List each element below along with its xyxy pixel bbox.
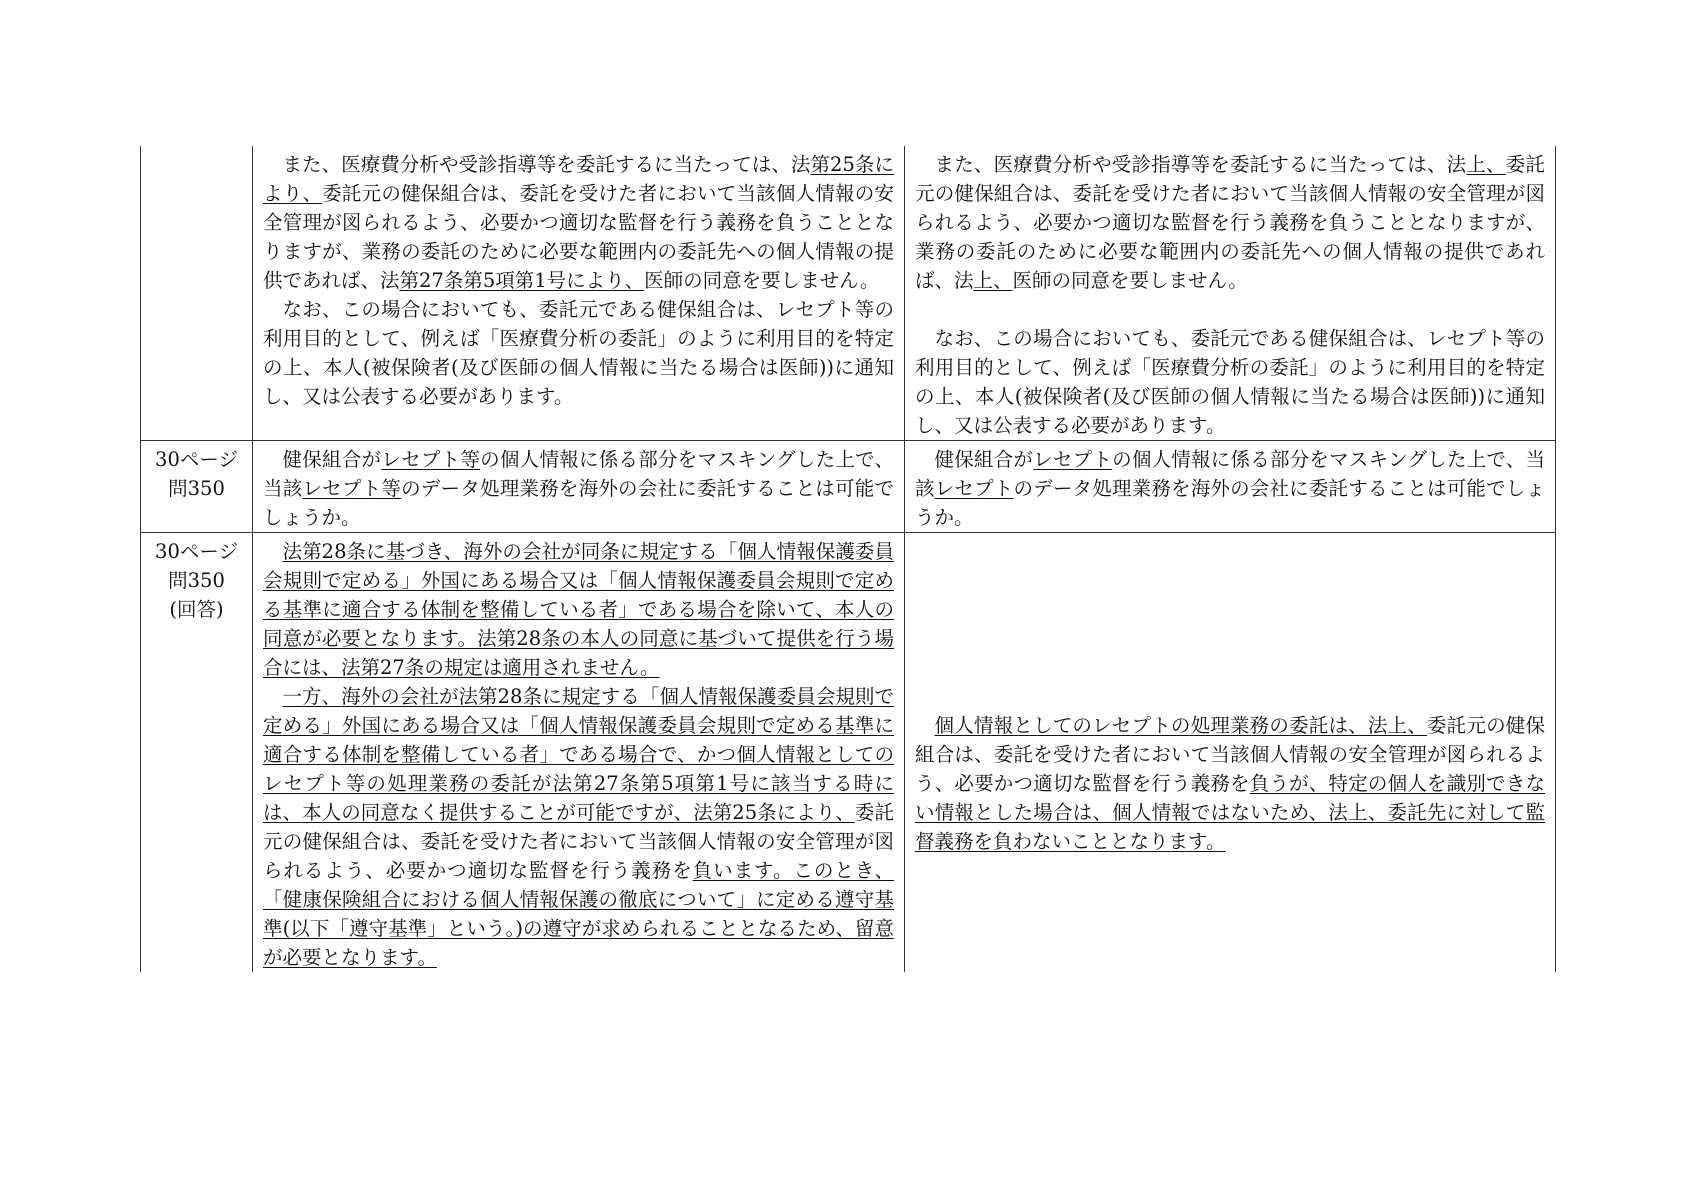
current-text-cell [905,441,1556,533]
table-row [141,146,1556,441]
comparison-table [140,146,1556,972]
paragraph: 法第28条に基づき、海外の会社が同条に規定する「個人情報保護委員会規則で定める」外国にある場合又は「個人情報保護委員会規則で定める基準に適合する体制を整備している者」である場合を除いて、本人の同意が必要となります。法第28条の本人の同意に基づいて提供を行う場合には、法第27条の規定は適用されません。 [263,540,894,679]
paragraph: 一方、海外の会社が法第28条に規定する「個人情報保護委員会規則で定める」外国にある場合又は「個人情報保護委員会規則で定める基準に適合する体制を整備している者」である場合で、かつ個人情報としてのレセプト等の処理業務の委託が法第27条第5項第1号に該当する時には、本人の同意なく提供することが可能ですが、法第25条により、委託元の健保組合は、委託を受けた者において当該個人情報の安全管理が図られるよう、必要かつ適切な監督を行う義務を負います。このとき、「健康保険組合における個人情報保護の徹底について」に定める遵守基準(以下「遵守基準」という。)の遵守が求められることとなるため、留意が必要となります。 [263,685,894,969]
revised-text-cell [253,146,905,441]
paragraph: 個人情報としてのレセプトの処理業務の委託は、法上、委託元の健保組合は、委託を受けた者において当該個人情報の安全管理が図られるよう、必要かつ適切な監督を行う義務を負うが、特定の個人を識別できない情報とした場合は、個人情報ではないため、法上、委託先に対して監督義務を負わないこととなります。 [915,714,1545,853]
paragraph: 健保組合がレセプト等の個人情報に係る部分をマスキングした上で、当該レセプト等のデータ処理業務を海外の会社に委託することは可能でしょうか。 [263,448,894,529]
table-row [141,441,1556,533]
row-label [141,146,253,441]
current-text-cell [905,533,1556,973]
table-row [141,533,1556,973]
current-text-cell [905,146,1556,441]
row-label: 30ページ 問350 (回答) [141,533,253,973]
revised-text-cell [253,441,905,533]
paragraph: また、医療費分析や受診指導等を委託するに当たっては、法第25条により、委託元の健保組合は、委託を受けた者において当該個人情報の安全管理が図られるよう、必要かつ適切な監督を行う義務を負うこととなりますが、業務の委託のために必要な範囲内の委託先への個人情報の提供であれば、法第27条第5項第1号により、医師の同意を要しません。 [263,153,894,292]
revised-text-cell [253,533,905,973]
paragraph: なお、この場合においても、委託元である健保組合は、レセプト等の利用目的として、例えば「医療費分析の委託」のように利用目的を特定の上、本人(被保険者(及び医師の個人情報に当たる場合は医師))に通知し、又は公表する必要があります。 [263,298,894,408]
paragraph: 健保組合がレセプトの個人情報に係る部分をマスキングした上で、当該レセプトのデータ処理業務を海外の会社に委託することは可能でしょうか。 [915,448,1545,529]
paragraph: また、医療費分析や受診指導等を委託するに当たっては、法上、委託元の健保組合は、委託を受けた者において当該個人情報の安全管理が図られるよう、必要かつ適切な監督を行う義務を負うこととなりますが、業務の委託のために必要な範囲内の委託先への個人情報の提供であれば、法上、医師の同意を要しません。 [915,153,1545,292]
paragraph: なお、この場合においても、委託元である健保組合は、レセプト等の利用目的として、例えば「医療費分析の委託」のように利用目的を特定の上、本人(被保険者(及び医師の個人情報に当たる場合は医師))に通知し、又は公表する必要があります。 [915,327,1545,437]
row-label: 30ページ 問350 [141,441,253,533]
